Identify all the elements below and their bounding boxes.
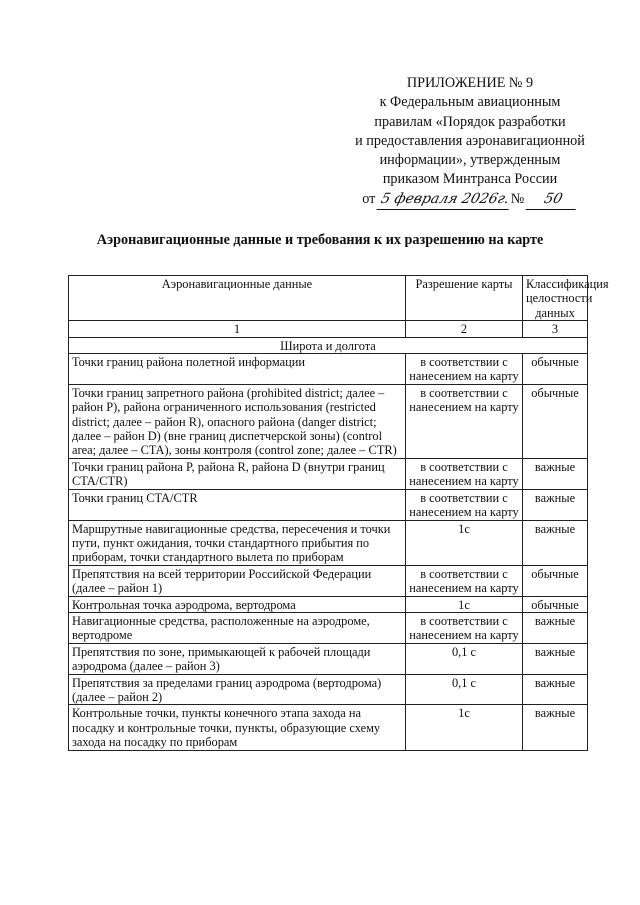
appendix-block (320, 74, 620, 210)
table-row (69, 458, 588, 489)
cell-resolution: 1с (406, 520, 523, 565)
number-prefix: № (510, 190, 525, 207)
table-row (69, 384, 588, 458)
cell-resolution: в соответствии с нанесением на карту (406, 612, 523, 643)
table-row (69, 643, 588, 674)
cell-resolution: в соответствии с нанесением на карту (406, 565, 523, 596)
column-number: 3 (523, 321, 588, 337)
cell-data: Маршрутные навигационные средства, пересечения и точки пути, пункт ожидания, точки стандартного прибытия по приборам, точки стандартного вылета по приборам (69, 520, 406, 565)
cell-classification: обычные (523, 565, 588, 596)
appendix-line: к Федеральным авиационным (379, 94, 561, 111)
cell-data: Навигационные средства, расположенные на аэродроме, вертодроме (69, 612, 406, 643)
cell-data: Точки границ запретного района (prohibited district; далее – район P), района ограниченного использования (restricted district; далее – район R), опасного района (danger district; далее – район D) (вне границ диспетчерской зоны) (control area; далее – CTA), зоны контроля (control zone; далее – CTR) (69, 384, 406, 458)
table-row (69, 705, 588, 750)
cell-resolution: в соответствии с нанесением на карту (406, 458, 523, 489)
column-number-row (69, 321, 588, 337)
cell-classification: обычные (523, 384, 588, 458)
cell-data: Точки границ района полетной информации (69, 354, 406, 385)
section-row (69, 337, 588, 353)
cell-classification: важные (523, 612, 588, 643)
cell-classification: важные (523, 520, 588, 565)
table-row (69, 489, 588, 520)
cell-classification: важные (523, 674, 588, 705)
cell-data: Точки границ CTA/CTR (69, 489, 406, 520)
appendix-line: приказом Минтранса России (382, 171, 558, 188)
cell-resolution: в соответствии с нанесением на карту (406, 384, 523, 458)
appendix-line: и предоставления аэронавигационной (355, 132, 585, 149)
table-row (69, 354, 588, 385)
column-number: 1 (69, 321, 406, 337)
cell-data: Препятствия за пределами границ аэродрома (вертодрома) (далее – район 2) (69, 674, 406, 705)
column-number: 2 (406, 321, 523, 337)
cell-classification: важные (523, 458, 588, 489)
section-heading: Широта и долгота (69, 337, 588, 353)
table-row (69, 596, 588, 612)
date-prefix: от (362, 190, 376, 207)
handwritten-number: 50 (525, 190, 580, 210)
order-date-line (320, 190, 620, 210)
cell-resolution: 1с (406, 705, 523, 750)
cell-resolution: 0,1 с (406, 674, 523, 705)
cell-classification: обычные (523, 596, 588, 612)
cell-classification: важные (523, 705, 588, 750)
table-row (69, 520, 588, 565)
table-header-row (69, 276, 588, 321)
cell-classification: важные (523, 643, 588, 674)
cell-resolution: 1с (406, 596, 523, 612)
header-classification: Классификация целостности данных (523, 276, 588, 321)
cell-data: Контрольные точки, пункты конечного этапа захода на посадку и контрольные точки, пункты, образующие схему захода на посадку по приборам (69, 705, 406, 750)
header-resolution: Разрешение карты (406, 276, 523, 321)
cell-resolution: в соответствии с нанесением на карту (406, 489, 523, 520)
cell-classification: обычные (523, 354, 588, 385)
document-title: Аэронавигационные данные и требования к их разрешению на карте (96, 232, 544, 248)
cell-resolution: 0,1 с (406, 643, 523, 674)
cell-classification: важные (523, 489, 588, 520)
appendix-line: информации», утвержденным (379, 152, 561, 169)
cell-resolution: в соответствии с нанесением на карту (406, 354, 523, 385)
cell-data: Точки границ района P, района R, района D (внутри границ CTA/CTR) (69, 458, 406, 489)
table-row (69, 565, 588, 596)
appendix-line: ПРИЛОЖЕНИЕ № 9 (406, 75, 534, 91)
table-row (69, 674, 588, 705)
table-row (69, 612, 588, 643)
handwritten-date: 5 февраля 2026г. (376, 190, 513, 210)
header-data: Аэронавигационные данные (69, 276, 406, 321)
aeronautical-data-table (68, 275, 609, 751)
cell-data: Контрольная точка аэродрома, вертодрома (69, 596, 406, 612)
appendix-line: правилам «Порядок разработки (374, 113, 566, 130)
cell-data: Препятствия по зоне, примыкающей к рабочей площади аэродрома (далее – район 3) (69, 643, 406, 674)
cell-data: Препятствия на всей территории Российской Федерации (далее – район 1) (69, 565, 406, 596)
